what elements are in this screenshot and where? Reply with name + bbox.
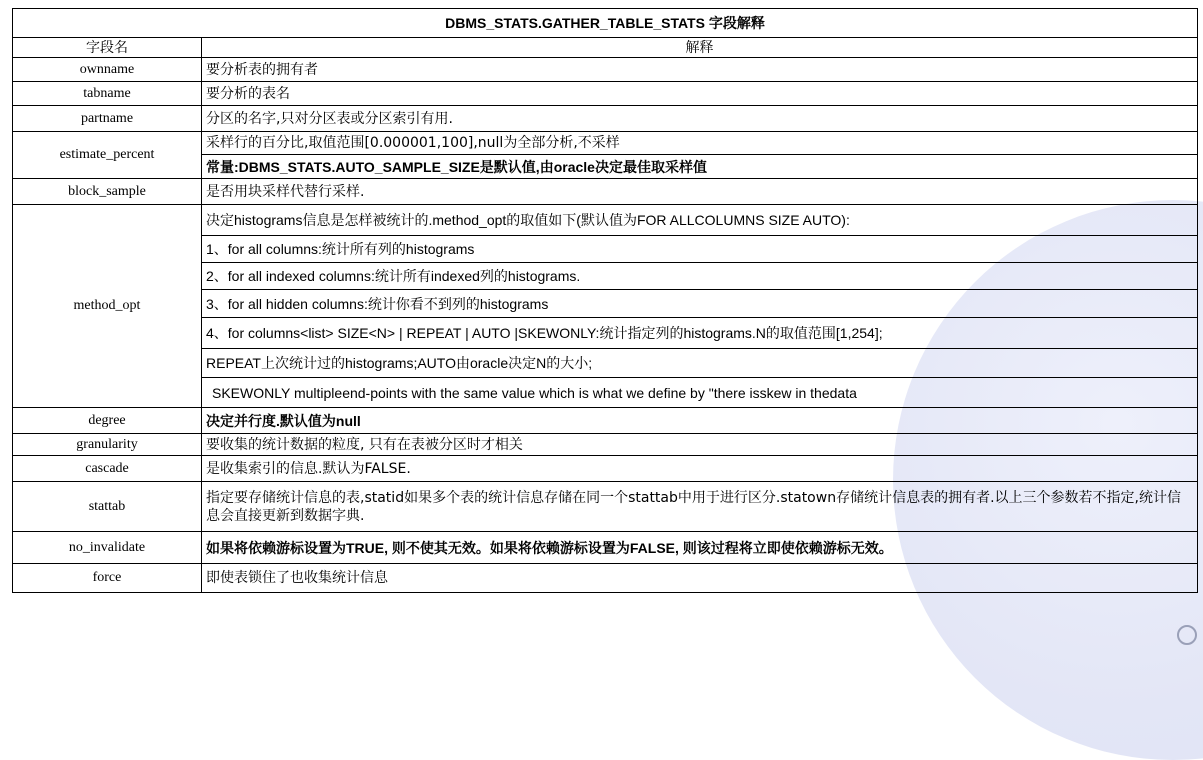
field-desc-stattab: 指定要存储统计信息的表,statid如果多个表的统计信息存储在同一个stattab中用于进行区分.statown存储统计信息表的拥有者.以上三个参数若不指定,统计信息会直接更新到数据字典. [202,482,1198,532]
field-desc-force: 即使表锁住了也收集统计信息 [202,564,1198,593]
field-desc-method-opt-1: 决定histograms信息是怎样被统计的.method_opt的取值如下(默认值为FOR ALLCOLUMNS SIZE AUTO): [202,205,1198,236]
field-name-degree: degree [13,408,202,434]
field-desc-method-opt-4: 3、for all hidden columns:统计你看不到列的histograms [202,290,1198,318]
header-description: 解释 [202,38,1198,58]
field-name-block-sample: block_sample [13,179,202,205]
field-desc-method-opt-6: REPEAT上次统计过的histograms;AUTO由oracle决定N的大小; [202,349,1198,378]
field-desc-cascade: 是收集索引的信息.默认为FALSE. [202,456,1198,482]
field-desc-tabname: 要分析的表名 [202,82,1198,106]
table-title: DBMS_STATS.GATHER_TABLE_STATS 字段解释 [13,9,1198,38]
field-desc-block-sample: 是否用块采样代替行采样. [202,179,1198,205]
field-desc-method-opt-5: 4、for columns<list> SIZE<N> | REPEAT | AUTO |SKEWONLY:统计指定列的histograms.N的取值范围[1,254]; [202,318,1198,349]
field-name-estimate-percent: estimate_percent [13,132,202,179]
gather-table-stats-table [12,8,1198,593]
field-name-force: force [13,564,202,593]
field-desc-method-opt-7: SKEWONLY multipleend-points with the same value which is what we define by "there isskew in thedata [202,378,1198,408]
field-name-no-invalidate: no_invalidate [13,532,202,564]
field-desc-estimate-percent-1: 采样行的百分比,取值范围[0.000001,100],null为全部分析,不采样 [202,132,1198,155]
header-field-name: 字段名 [13,38,202,58]
field-desc-estimate-percent-2: 常量:DBMS_STATS.AUTO_SAMPLE_SIZE是默认值,由oracle决定最佳取采样值 [202,155,1198,179]
field-name-granularity: granularity [13,434,202,456]
field-name-partname: partname [13,106,202,132]
field-desc-method-opt-3: 2、for all indexed columns:统计所有indexed列的histograms. [202,263,1198,290]
field-desc-degree: 决定并行度.默认值为null [202,408,1198,434]
corner-circle-icon [1177,625,1197,645]
field-desc-no-invalidate: 如果将依赖游标设置为TRUE, 则不使其无效。如果将依赖游标设置为FALSE, 则该过程将立即使依赖游标无效。 [202,532,1198,564]
field-name-cascade: cascade [13,456,202,482]
field-desc-partname: 分区的名字,只对分区表或分区索引有用. [202,106,1198,132]
field-name-ownname: ownname [13,58,202,82]
field-desc-ownname: 要分析表的拥有者 [202,58,1198,82]
field-name-stattab: stattab [13,482,202,532]
field-name-method-opt: method_opt [13,205,202,408]
field-desc-granularity: 要收集的统计数据的粒度, 只有在表被分区时才相关 [202,434,1198,456]
field-desc-method-opt-2: 1、for all columns:统计所有列的histograms [202,236,1198,263]
field-name-tabname: tabname [13,82,202,106]
